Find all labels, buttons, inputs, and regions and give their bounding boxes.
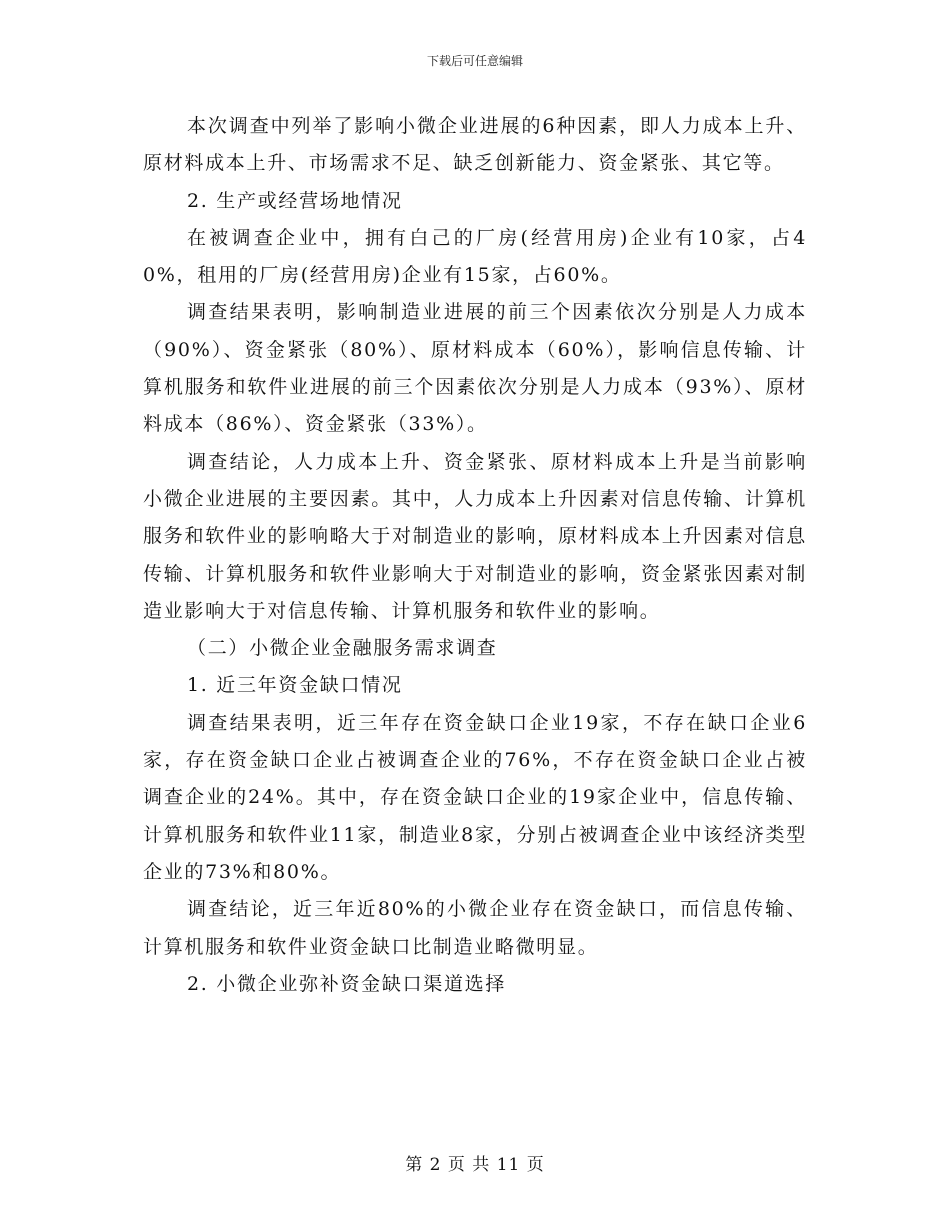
section-heading-financial-demand: （二）小微企业金融服务需求调查 [187,637,498,660]
section-heading-channel-choice: 2. 小微企业弥补资金缺口渠道选择 [187,972,507,995]
paragraph-factors: 本次调查中列举了影响小微企业进展的6种因素，即人力成本上升、原材料成本上升、市场需求不足、缺乏创新能力、资金紧张、其它等。 [143,115,807,175]
paragraph-survey-results: 调查结果表明，影响制造业进展的前三个因素依次分别是人力成本（90%）、资金紧张（80%）、原材料成本（60%），影响信息传输、计算机服务和软件业进展的前三个因素依次分别是人力成本（93%）、原材料成本（86%）、资金紧张（33%）。 [143,301,807,436]
page-header: 下载后可任意编辑 [426,54,523,68]
document-body [143,108,807,1003]
paragraph-funding-gap-conclusion: 调查结论，近三年近80%的小微企业存在资金缺口，而信息传输、计算机服务和软件业资金缺口比制造业略微明显。 [143,898,807,958]
page-number: 第 2 页 共 11 页 [405,1155,545,1175]
section-heading-premises: 2. 生产或经营场地情况 [187,189,403,212]
section-heading-funding-gap: 1. 近三年资金缺口情况 [187,674,403,697]
paragraph-funding-gap-results: 调查结果表明，近三年存在资金缺口企业19家，不存在缺口企业6家，存在资金缺口企业占被调查企业的76%，不存在资金缺口企业占被调查企业的24%。其中，存在资金缺口企业的19家企业中，信息传输、计算机服务和软件业11家，制造业8家，分别占被调查企业中该经济类型企业的73%和80%。 [143,711,807,883]
paragraph-survey-conclusion: 调查结论，人力成本上升、资金紧张、原材料成本上升是当前影响小微企业进展的主要因素。其中，人力成本上升因素对信息传输、计算机服务和软件业的影响略大于对制造业的影响，原材料成本上升因素对信息传输、计算机服务和软件业影响大于对制造业的影响，资金紧张因素对制造业影响大于对信息传输、计算机服务和软件业的影响。 [143,450,807,622]
paragraph-premises: 在被调查企业中，拥有白己的厂房(经营用房)企业有10家，占40%，租用的厂房(经营用房)企业有15家，占60%。 [143,226,807,287]
